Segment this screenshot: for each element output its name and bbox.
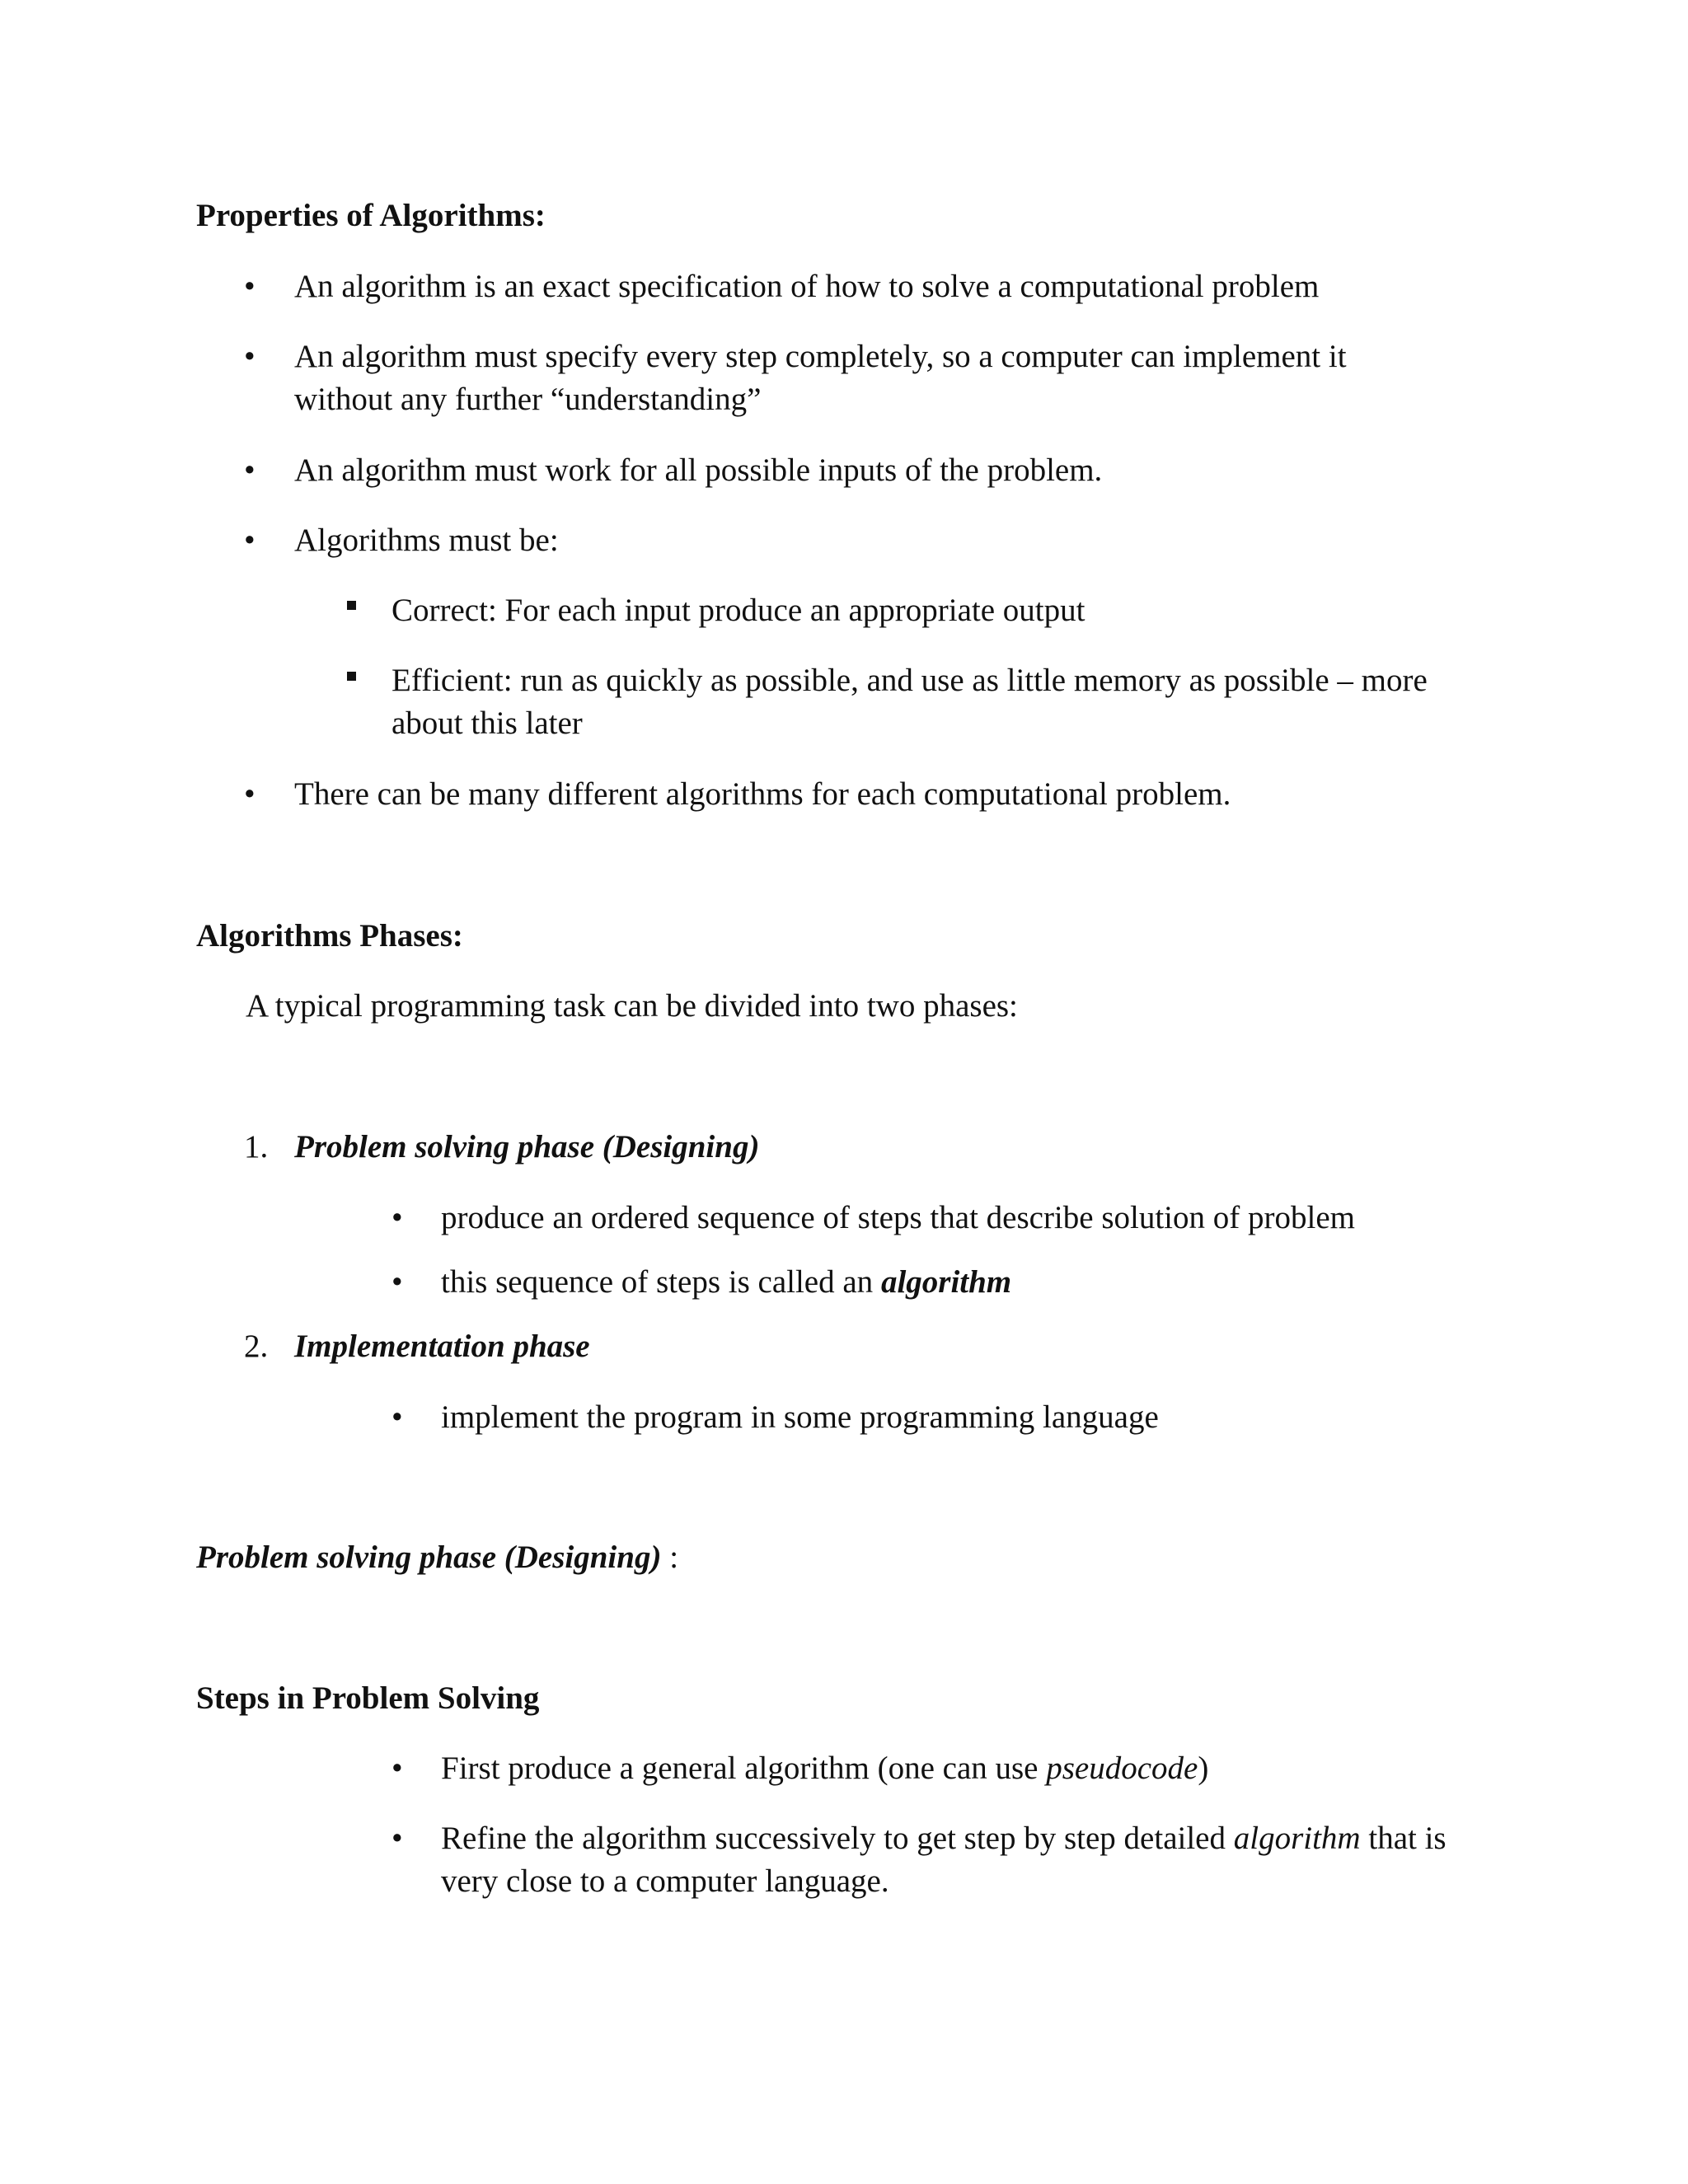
section-heading-properties: Properties of Algorithms:: [196, 198, 546, 233]
steps-item-text: First produce a general algorithm (one can use: [441, 1750, 1047, 1786]
steps-item: [441, 1817, 1488, 1903]
steps-item-text: ): [1198, 1750, 1209, 1786]
steps-item: [441, 1747, 1208, 1790]
bullet: •: [392, 1264, 403, 1300]
bullet: •: [392, 1750, 403, 1786]
sub-list-item: Correct: For each input produce an appropriate output: [392, 593, 1085, 628]
steps-item-text: that is very close to a computer language.: [441, 1821, 1447, 1899]
phase-bullet: [441, 1261, 1011, 1304]
bullet: •: [244, 523, 256, 558]
bullet: •: [244, 339, 256, 374]
square-bullet-icon: [347, 601, 356, 610]
list-item: There can be many different algorithms for each computational problem.: [294, 776, 1231, 812]
phase-title: Implementation phase: [294, 1329, 590, 1364]
emphasis-algorithm: algorithm: [880, 1264, 1012, 1300]
list-item: An algorithm must work for all possible inputs of the problem.: [294, 452, 1103, 488]
list-item: An algorithm is an exact specification of how to solve a computational problem: [294, 269, 1320, 304]
section-heading-designing: [196, 1536, 678, 1579]
list-item: Algorithms must be:: [294, 523, 559, 558]
heading-suffix: :: [661, 1540, 679, 1575]
phase-title: Problem solving phase (Designing): [294, 1129, 760, 1165]
phase-number: 2.: [244, 1329, 269, 1364]
bullet: •: [392, 1821, 403, 1856]
phase-bullet-text: this sequence of steps is called an: [441, 1264, 881, 1300]
list-item: An algorithm must specify every step completely, so a computer can implement it without any further “understanding”: [294, 339, 1347, 417]
bullet: •: [244, 452, 256, 488]
phase-bullet: implement the program in some programming language: [441, 1399, 1159, 1435]
emphasis-pseudocode: pseudocode: [1046, 1750, 1198, 1786]
bullet: •: [392, 1399, 403, 1435]
sub-list-item: Efficient: run as quickly as possible, and use as little memory as possible – more about this later: [392, 663, 1428, 741]
heading-emphasis: Problem solving phase (Designing): [196, 1540, 662, 1575]
section-heading-phases: Algorithms Phases:: [196, 918, 463, 954]
emphasis-algorithm: algorithm: [1233, 1821, 1361, 1856]
bullet: •: [244, 776, 256, 812]
square-bullet-icon: [347, 672, 356, 681]
bullet: •: [392, 1200, 403, 1235]
steps-item-text: Refine the algorithm successively to get step by step detailed: [441, 1821, 1234, 1856]
bullet: •: [244, 269, 256, 304]
phase-number: 1.: [244, 1129, 269, 1165]
section-heading-steps: Steps in Problem Solving: [196, 1680, 540, 1716]
phase-bullet: produce an ordered sequence of steps that describe solution of problem: [441, 1200, 1355, 1235]
section-intro: A typical programming task can be divided into two phases:: [246, 988, 1018, 1024]
